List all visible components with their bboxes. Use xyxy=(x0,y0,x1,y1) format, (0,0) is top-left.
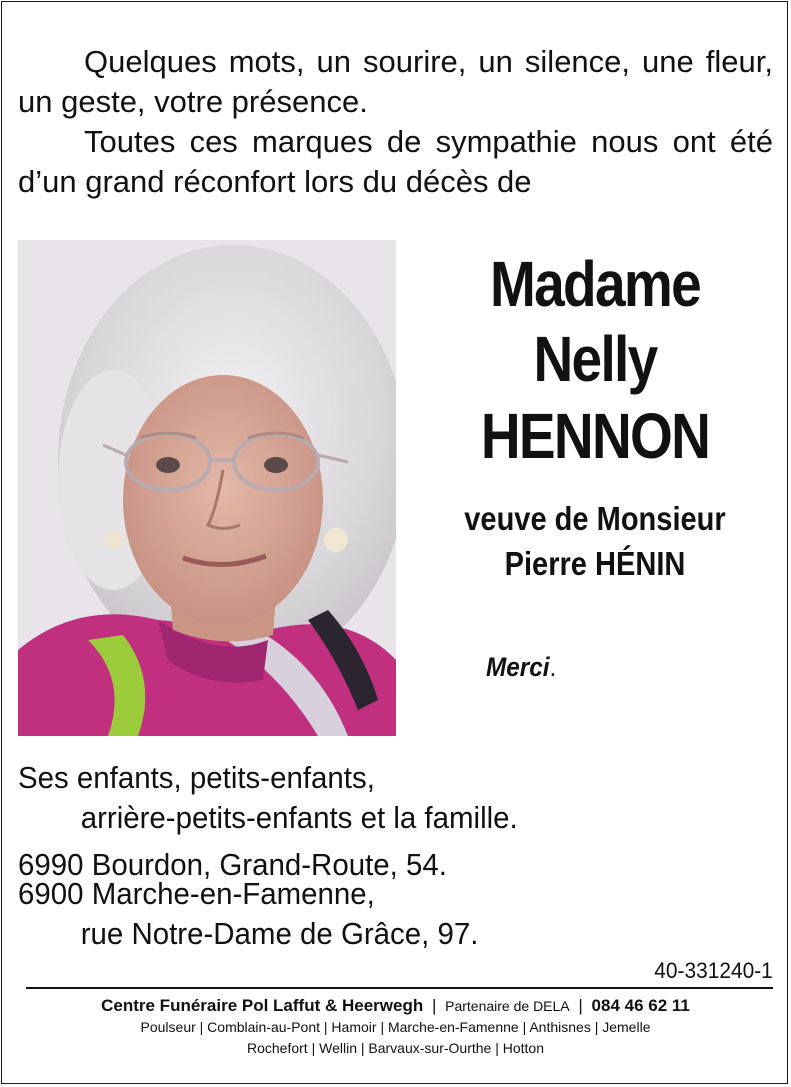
address-line-3 xyxy=(18,914,478,954)
footer-company-line xyxy=(8,996,783,1016)
phone-number: 084 46 62 11 xyxy=(591,996,690,1015)
deceased-first-name: Nelly xyxy=(533,323,657,395)
address-line-2: 6900 Marche-en-Famenne, xyxy=(18,876,375,911)
address-line-1: 6990 Bourdon, Grand-Route, 54. xyxy=(18,847,447,882)
intro-paragraph-1 xyxy=(18,42,773,122)
funeral-home-name: Centre Funéraire Pol Laffut & Heerwegh xyxy=(101,996,424,1015)
intro-text-1: Quelques mots, un sourire, un silence, une fleur, un geste, votre présence. xyxy=(18,44,773,119)
reference-number: 40-331240-1 xyxy=(654,958,773,983)
footer-separator: | xyxy=(431,996,437,1015)
deceased-last-name: HENNON xyxy=(480,400,710,472)
spouse-name: Pierre HÉNIN xyxy=(504,545,686,582)
family-line-2 xyxy=(18,798,518,838)
footer-divider xyxy=(26,987,773,989)
widow-of-line: veuve de Monsieur xyxy=(464,500,726,537)
thanks-text xyxy=(486,652,556,683)
thanks-word: Merci xyxy=(486,652,550,682)
family-line-1: Ses enfants, petits-enfants, xyxy=(18,760,375,795)
portrait-photo-icon xyxy=(18,240,396,736)
thanks-punct: . xyxy=(549,652,557,682)
footer-separator: | xyxy=(578,996,583,1015)
partner-text: Partenaire de DELA xyxy=(445,998,570,1014)
family-line-2-text: arrière-petits-enfants et la famille. xyxy=(80,800,518,835)
address-line-3-text: rue Notre-Dame de Grâce, 97. xyxy=(80,916,479,951)
deceased-title: Madame xyxy=(490,248,700,320)
footer-locations-1: Poulseur | Comblain-au-Pont | Hamoir | Marche-en-Famenne | Anthisnes | Jemelle xyxy=(140,1019,651,1035)
footer-locations-2: Rochefort | Wellin | Barvaux-sur-Ourthe | Hotton xyxy=(247,1040,544,1056)
intro-text-2: Toutes ces marques de sympathie nous ont été d’un grand réconfort lors du décès de xyxy=(18,124,773,199)
portrait-illustration xyxy=(18,240,396,736)
intro-paragraph-2 xyxy=(18,122,773,202)
